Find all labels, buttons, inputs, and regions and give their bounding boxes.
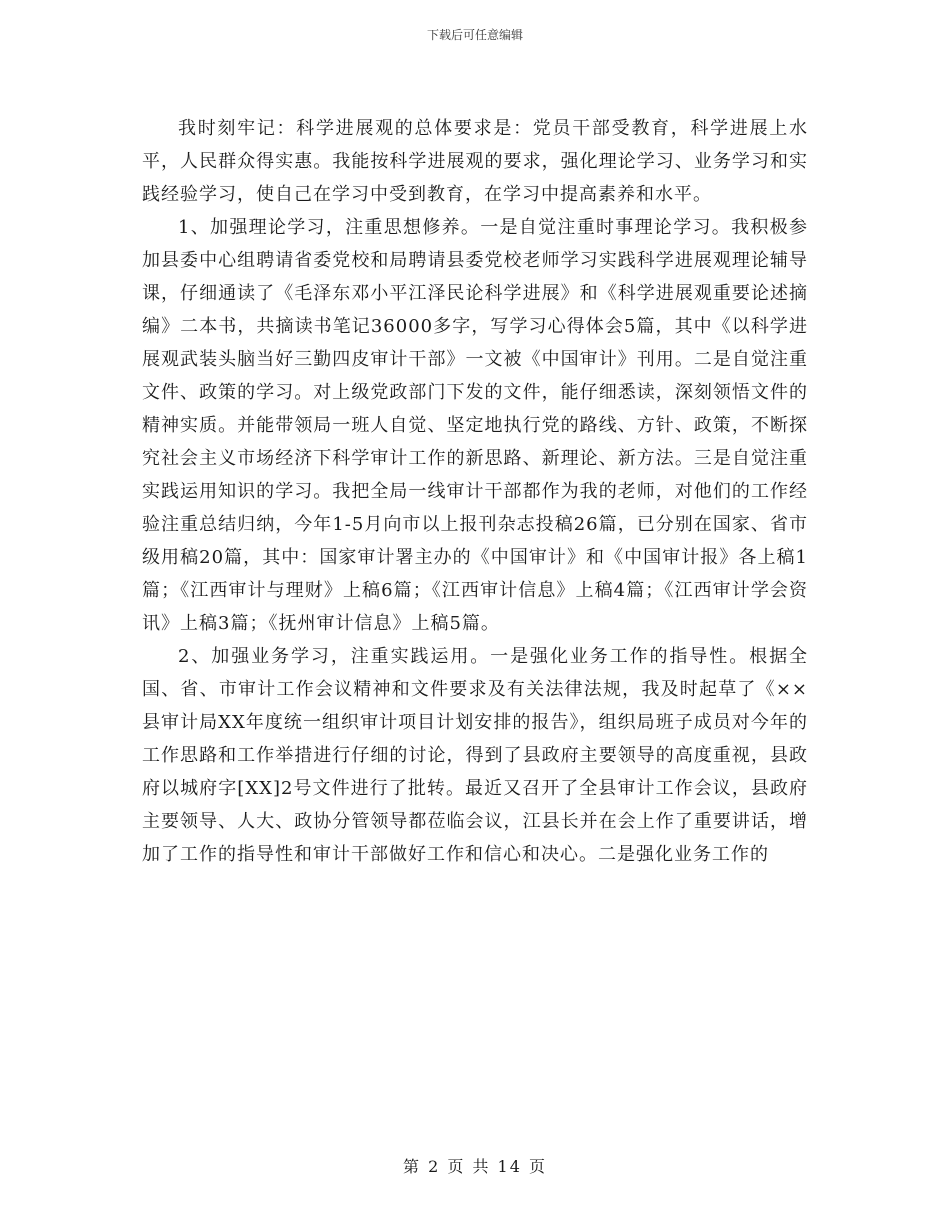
page-header-note: 下载后可任意编辑 [426, 28, 523, 42]
paragraph-theory-study: 1、加强理论学习，注重思想修养。一是自觉注重时事理论学习。我积极参加县委中心组聘请省委党校和局聘请县委党校老师学习实践科学进展观理论辅导课，仔细通读了《毛泽东邓小平江泽民论科学进展》和《科学进展观重要论述摘编》二本书，共摘读书笔记36000多字，写学习心得体会5篇，其中《以科学进展观武装头脑当好三勤四皮审计干部》一文被《中国审计》刊用。二是自觉注重文件、政策的学习。对上级党政部门下发的文件，能仔细悉读，深刻领悟文件的精神实质。并能带领局一班人自觉、坚定地执行党的路线、方针、政策，不断探究社会主义市场经济下科学审计工作的新思路、新理论、新方法。三是自觉注重实践运用知识的学习。我把全局一线审计干部都作为我的老师，对他们的工作经验注重总结归纳，今年1-5月向市以上报刊杂志投稿26篇，已分别在国家、省市级用稿20篇，其中：国家审计署主办的《中国审计》和《中国审计报》各上稿1篇；《江西审计与理财》上稿6篇；《江西审计信息》上稿4篇；《江西审计学会资讯》上稿3篇；《抚州审计信息》上稿5篇。 [142, 217, 808, 634]
page-number: 第 2 页 共 14 页 [403, 1157, 547, 1176]
paragraph-business-study: 2、加强业务学习，注重实践运用。一是强化业务工作的指导性。根据全国、省、市审计工作会议精神和文件要求及有关法律法规，我及时起草了《××县审计局XX年度统一组织审计项目计划安排的报告》，组织局班子成员对今年的工作思路和工作举措进行仔细的讨论，得到了县政府主要领导的高度重视，县政府以城府字[XX]2号文件进行了批转。最近又召开了全县审计工作会议，县政府主要领导、人大、政协分管领导都莅临会议，江县长并在会上作了重要讲话，增加了工作的指导性和审计干部做好工作和信心和决心。二是强化业务工作的 [142, 646, 808, 865]
document-body [142, 112, 808, 871]
paragraph-intro: 我时刻牢记：科学进展观的总体要求是：党员干部受教育，科学进展上水平，人民群众得实惠。我能按科学进展观的要求，强化理论学习、业务学习和实践经验学习，使自己在学习中受到教育，在学习中提高素养和水平。 [142, 118, 808, 205]
